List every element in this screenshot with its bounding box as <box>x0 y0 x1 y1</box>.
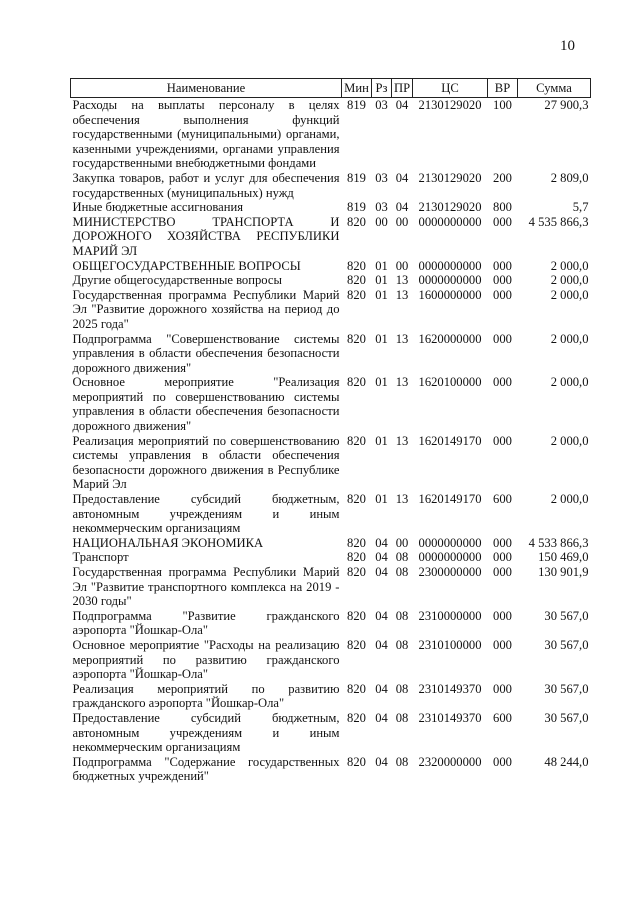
row-pr: 13 <box>395 375 409 390</box>
row-cs: 2310149370 <box>418 710 482 725</box>
row-rz: 03 <box>375 98 388 112</box>
row-vr: 000 <box>493 433 512 448</box>
row-cs: 0000000000 <box>418 258 482 273</box>
row-cs: 0000000000 <box>418 273 482 288</box>
row-pr: 00 <box>395 214 409 229</box>
row-cs: 1620149170 <box>418 492 482 507</box>
row-name: НАЦИОНАЛЬНАЯ ЭКОНОМИКА <box>72 535 264 550</box>
header-cs: ЦС <box>413 79 488 98</box>
row-pr: 00 <box>395 258 409 273</box>
header-rz: Рз <box>372 79 392 98</box>
row-rz: 01 <box>375 258 388 273</box>
row-rz: 01 <box>375 375 388 390</box>
row-sum: 2 000,0 <box>550 492 589 507</box>
row-min: 820 <box>347 608 366 623</box>
row-cs: 2320000000 <box>418 754 482 769</box>
row-cs: 1620100000 <box>418 375 482 390</box>
row-pr: 04 <box>395 200 409 215</box>
row-sum: 2 000,0 <box>550 273 589 288</box>
row-min: 819 <box>347 200 366 215</box>
row-sum: 30 567,0 <box>544 637 589 652</box>
row-sum: 2 000,0 <box>550 433 589 448</box>
row-min: 820 <box>347 535 366 550</box>
row-rz: 01 <box>375 433 388 448</box>
row-min: 820 <box>347 433 366 448</box>
row-min: 820 <box>347 637 366 652</box>
row-vr: 100 <box>493 98 512 112</box>
row-name: ОБЩЕГОСУДАРСТВЕННЫЕ ВОПРОСЫ <box>72 258 301 273</box>
row-vr: 600 <box>493 710 512 725</box>
table-body <box>71 98 591 784</box>
row-rz: 01 <box>375 273 388 288</box>
row-name: Иные бюджетные ассигнования <box>72 200 244 215</box>
row-rz: 04 <box>375 565 388 579</box>
row-rz: 01 <box>375 287 388 302</box>
row-vr: 000 <box>493 287 512 302</box>
row-vr: 600 <box>493 492 512 507</box>
row-pr: 08 <box>395 681 409 696</box>
row-min: 820 <box>347 331 366 346</box>
row-name: Основное мероприятие "Реализация мероприятий по совершенствованию системы управления в области обеспечения безопасности дорожного движения" <box>72 375 340 434</box>
row-cs: 1620000000 <box>418 331 482 346</box>
header-vr: ВР <box>488 79 518 98</box>
row-name: Предоставление субсидий бюджетным, автономным учреждениям и иным некоммерческим организациям <box>72 710 340 755</box>
row-min: 820 <box>347 375 366 390</box>
row-name: Подпрограмма "Совершенствование системы управления в области обеспечения безопасности дорожного движения" <box>72 331 340 375</box>
header-name: Наименование <box>71 79 342 98</box>
row-pr: 08 <box>395 565 409 579</box>
row-min: 820 <box>347 710 366 725</box>
row-min: 820 <box>347 214 366 229</box>
row-cs: 2310100000 <box>418 637 482 652</box>
row-rz: 04 <box>375 550 388 565</box>
row-rz: 01 <box>375 331 388 346</box>
row-name: Подпрограмма "Содержание государственных бюджетных учреждений" <box>72 754 340 784</box>
row-sum: 30 567,0 <box>544 608 589 623</box>
table-row <box>71 200 591 215</box>
table-row <box>71 98 591 171</box>
table-row <box>71 711 591 755</box>
row-pr: 08 <box>395 754 409 769</box>
row-name: Подпрограмма "Развитие гражданского аэропорта "Йошкар-Ола" <box>72 608 340 638</box>
row-pr: 08 <box>395 710 409 725</box>
row-name: МИНИСТЕРСТВО ТРАНСПОРТА И ДОРОЖНОГО ХОЗЯЙСТВА РЕСПУБЛИКИ МАРИЙ ЭЛ <box>72 214 340 258</box>
row-min: 820 <box>347 681 366 696</box>
row-sum: 2 000,0 <box>550 287 589 302</box>
table-row <box>71 755 591 784</box>
row-name: Государственная программа Республики Марий Эл "Развитие дорожного хозяйства на период до 2025 года" <box>72 287 340 331</box>
table-row <box>71 288 591 332</box>
row-vr: 000 <box>493 535 512 550</box>
row-pr: 08 <box>395 637 409 652</box>
row-cs: 0000000000 <box>418 535 482 550</box>
row-vr: 000 <box>493 331 512 346</box>
table-row <box>71 259 591 274</box>
row-cs: 0000000000 <box>418 214 482 229</box>
row-min: 820 <box>347 287 366 302</box>
row-name: Основное мероприятие "Расходы на реализацию мероприятий по развитию гражданского аэропорта "Йошкар-Ола" <box>72 637 340 682</box>
row-sum: 2 000,0 <box>550 258 589 273</box>
budget-table <box>70 78 591 784</box>
row-sum: 27 900,3 <box>544 98 589 112</box>
row-pr: 08 <box>395 550 409 565</box>
row-sum: 130 901,9 <box>538 565 589 579</box>
row-cs: 1600000000 <box>418 287 482 302</box>
row-vr: 200 <box>493 170 512 185</box>
row-min: 819 <box>347 98 366 112</box>
row-sum: 30 567,0 <box>544 710 589 725</box>
row-pr: 13 <box>395 492 409 507</box>
row-name: Реализация мероприятий по развитию гражданского аэропорта "Йошкар-Ола" <box>72 681 340 711</box>
table-row <box>71 609 591 638</box>
row-rz: 01 <box>375 492 388 507</box>
table-row <box>71 215 591 259</box>
row-rz: 04 <box>375 637 388 652</box>
row-vr: 000 <box>493 608 512 623</box>
row-sum: 150 469,0 <box>538 550 589 565</box>
row-rz: 03 <box>375 200 388 215</box>
row-sum: 4 533 866,3 <box>528 535 589 550</box>
row-name: Государственная программа Республики Марий Эл "Развитие транспортного комплекса на 2019 - 2030 годы" <box>72 565 340 609</box>
row-pr: 04 <box>395 98 409 112</box>
table-row <box>71 492 591 536</box>
row-vr: 000 <box>493 681 512 696</box>
header-pr: ПР <box>392 79 413 98</box>
row-vr: 800 <box>493 200 512 215</box>
row-rz: 04 <box>375 754 388 769</box>
row-cs: 2300000000 <box>418 565 482 579</box>
table-row <box>71 375 591 433</box>
row-vr: 000 <box>493 637 512 652</box>
table-header-row <box>71 79 591 98</box>
row-name: Реализация мероприятий по совершенствованию системы управления в области обеспечения безопасности дорожного движения в Республике Марий Эл <box>72 433 340 492</box>
row-pr: 08 <box>395 608 409 623</box>
row-min: 820 <box>347 492 366 507</box>
table-row <box>71 536 591 551</box>
row-min: 820 <box>347 258 366 273</box>
row-sum: 2 809,0 <box>550 170 589 185</box>
row-name: Закупка товаров, работ и услуг для обеспечения государственных (муниципальных) нужд <box>72 170 340 200</box>
row-pr: 13 <box>395 273 409 288</box>
row-sum: 5,7 <box>572 200 589 215</box>
row-sum: 2 000,0 <box>550 375 589 390</box>
row-min: 819 <box>347 170 366 185</box>
table-row <box>71 682 591 711</box>
row-pr: 13 <box>395 433 409 448</box>
table-row <box>71 550 591 565</box>
row-vr: 000 <box>493 214 512 229</box>
row-min: 820 <box>347 550 366 565</box>
row-cs: 2310149370 <box>418 681 482 696</box>
row-cs: 2310000000 <box>418 608 482 623</box>
table-row <box>71 171 591 200</box>
page-number: 10 <box>560 38 575 54</box>
row-cs: 0000000000 <box>418 550 482 565</box>
row-min: 820 <box>347 565 366 579</box>
row-sum: 4 535 866,3 <box>528 214 589 229</box>
row-vr: 000 <box>493 375 512 390</box>
row-sum: 48 244,0 <box>544 754 589 769</box>
row-rz: 03 <box>375 170 388 185</box>
row-name: Другие общегосударственные вопросы <box>72 273 282 288</box>
table-row <box>71 332 591 376</box>
row-rz: 04 <box>375 608 388 623</box>
table-row <box>71 434 591 492</box>
row-rz: 04 <box>375 681 388 696</box>
header-min: Мин <box>342 79 372 98</box>
row-cs: 2130129020 <box>418 200 482 215</box>
row-name: Транспорт <box>72 550 129 565</box>
header-sum: Сумма <box>518 79 591 98</box>
row-pr: 00 <box>395 535 409 550</box>
row-pr: 13 <box>395 331 409 346</box>
row-rz: 04 <box>375 710 388 725</box>
row-pr: 04 <box>395 170 409 185</box>
row-name: Расходы на выплаты персоналу в целях обеспечения выполнения функций государственными (муниципальными) органами, казенными учреждениями, органами управления государственными внебюджетными фондами <box>72 98 340 171</box>
row-min: 820 <box>347 273 366 288</box>
row-min: 820 <box>347 754 366 769</box>
row-rz: 00 <box>375 214 388 229</box>
row-cs: 2130129020 <box>418 98 482 112</box>
table-row <box>71 638 591 682</box>
table-row <box>71 273 591 288</box>
row-vr: 000 <box>493 273 512 288</box>
row-name: Предоставление субсидий бюджетным, автономным учреждениям и иным некоммерческим организациям <box>72 492 340 536</box>
row-vr: 000 <box>493 565 512 579</box>
row-cs: 2130129020 <box>418 170 482 185</box>
row-sum: 30 567,0 <box>544 681 589 696</box>
row-pr: 13 <box>395 287 409 302</box>
row-sum: 2 000,0 <box>550 331 589 346</box>
row-rz: 04 <box>375 535 388 550</box>
row-vr: 000 <box>493 550 512 565</box>
row-vr: 000 <box>493 258 512 273</box>
table-row <box>71 565 591 609</box>
row-cs: 1620149170 <box>418 433 482 448</box>
row-vr: 000 <box>493 754 512 769</box>
